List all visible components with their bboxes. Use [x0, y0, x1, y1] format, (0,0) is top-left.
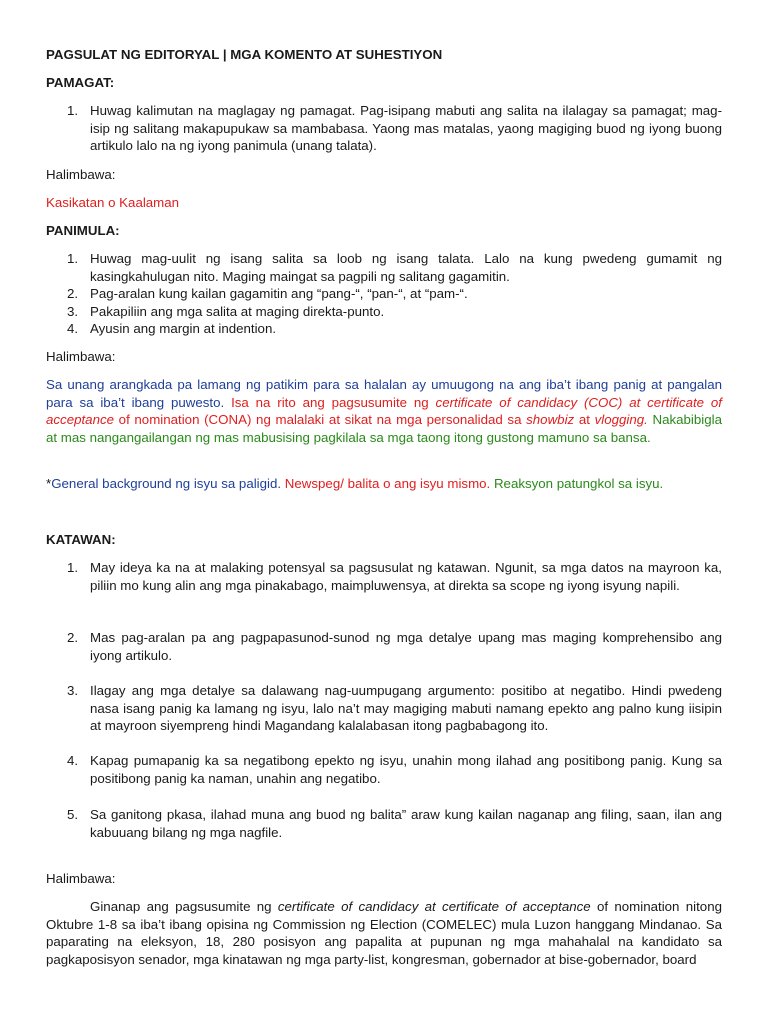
example-background-text: Sa unang arangkada pa lamang ng patikim para sa halalan ay umuugong na ang iba’t ibang panig at pangalan para sa iba’t ibang puwesto. [46, 377, 722, 410]
example-newspeg-text: Isa na rito ang pagsusumite ng certificate of candidacy (COC) at certificate of acceptance of nomination (CONA) ng malalaki at sikat na mga personalidad sa showbiz at vlogging. [46, 394, 722, 428]
color-legend: *General background ng isyu sa paligid. Newspeg/ balita o ang isyu mismo. Reaksyon patungkol sa isyu. [46, 476, 664, 491]
katawan-example-label: Halimbawa: [46, 871, 116, 886]
pamagat-example-label: Halimbawa: [46, 167, 116, 182]
list-item: 1. May ideya ka na at malaking potensyal sa pagsusulat ng katawan. Ngunit, sa mga datos na mayroon ka, piliin mo kung alin ang mga pinakabago, maimpluwensya, at direkta sa scope ng iyong isyung napili. [67, 560, 722, 593]
panimula-list [46, 250, 722, 338]
list-item: 2. Pag-aralan kung kailan gagamitin ang “pang-“, “pan-“, at “pam-“. [67, 286, 468, 302]
katawan-list [46, 559, 722, 594]
list-item: 2. Mas pag-aralan pa ang pagpapasunod-sunod ng mga detalye upang mas maging komprehensibo ang iyong artikulo. [67, 630, 722, 663]
katawan-example: Ginanap ang pagsusumite ng certificate of candidacy at certificate of acceptance of nomination nitong Oktubre 1-8 sa iba’t ibang opisina ng Commission ng Election (COMELEC) mula Luzon hanggang Mindanao. Sa paparating na eleksyon, 18, 280 posisyon ang papalita at pupunan ng mga mahahalal na kandidato sa pagkaposisyon senador, mga kinatawan ng mga party-list, kongresman, gobernador at bise-gobernador, board [46, 899, 722, 967]
pamagat-example: Kasikatan o Kaalaman [46, 195, 180, 210]
legend-background: General background ng isyu sa paligid. [51, 476, 282, 491]
document-title: PAGSULAT NG EDITORYAL | MGA KOMENTO AT SUHESTIYON [46, 47, 443, 62]
pamagat-list [46, 102, 722, 155]
legend-reaction: Reaksyon patungkol sa isyu. [493, 476, 664, 491]
list-item: 4. Ayusin ang margin at indention. [67, 321, 277, 337]
list-item: 1. Huwag mag-uulit ng isang salita sa loob ng isang talata. Lalo na kung pwedeng gumamit ng kasingkahulugan nito. Maging maingat sa pagpili ng salitang gagamitin. [67, 251, 722, 284]
panimula-example [46, 376, 722, 446]
list-item: 5. Sa ganitong pkasa, ilahad muna ang buod ng balita” araw kung kailan naganap ang filing, saan, ilan ang kabuuang bilang ng mga nagfile. [67, 807, 722, 840]
list-item: 3. Pakapiliin ang mga salita at maging direkta-punto. [67, 303, 385, 319]
list-item: 1. Huwag kalimutan na maglagay ng pamagat. Pag-isipang mabuti ang salita na ilalagay sa pamagat; mag-isip ng salitang makapupukaw sa mambabasa. Yaong mas matalas, yaong magiging buod ng iyong buong artikulo lalo na ng iyong panimula (unang talata). [67, 103, 722, 154]
katawan-heading: KATAWAN: [46, 532, 116, 547]
legend-newspeg: Newspeg/ balita o ang isyu mismo. [284, 476, 491, 491]
list-item: 4. Kapag pumapanig ka sa negatibong epekto ng isyu, unahin mong ilahad ang positibong panig. Kung sa positibong panig ka naman, unahin ang negatibo. [67, 753, 722, 786]
pamagat-heading: PAMAGAT: [46, 75, 115, 90]
katawan-list [46, 629, 722, 664]
panimula-heading: PANIMULA: [46, 223, 120, 238]
katawan-list [46, 806, 722, 841]
katawan-list [46, 752, 722, 787]
example-reaction-text: Nakabibigla at mas nangangailangan ng mas mabusising pagkilala sa mga taong itong gustong mamuno sa bansa. [46, 412, 722, 445]
katawan-list [46, 682, 722, 735]
panimula-example-label: Halimbawa: [46, 349, 116, 364]
list-item: 3. Ilagay ang mga detalye sa dalawang nag-uumpugang argumento: positibo at negatibo. Hindi pwedeng nasa isang panig ka lamang ng isyu, lalo na’t may magiging mabuti namang epekto ang palno kung iisipin at mayroon siyempreng hindi Magandang kalalabasan itong pagbabagong ito. [67, 683, 722, 734]
